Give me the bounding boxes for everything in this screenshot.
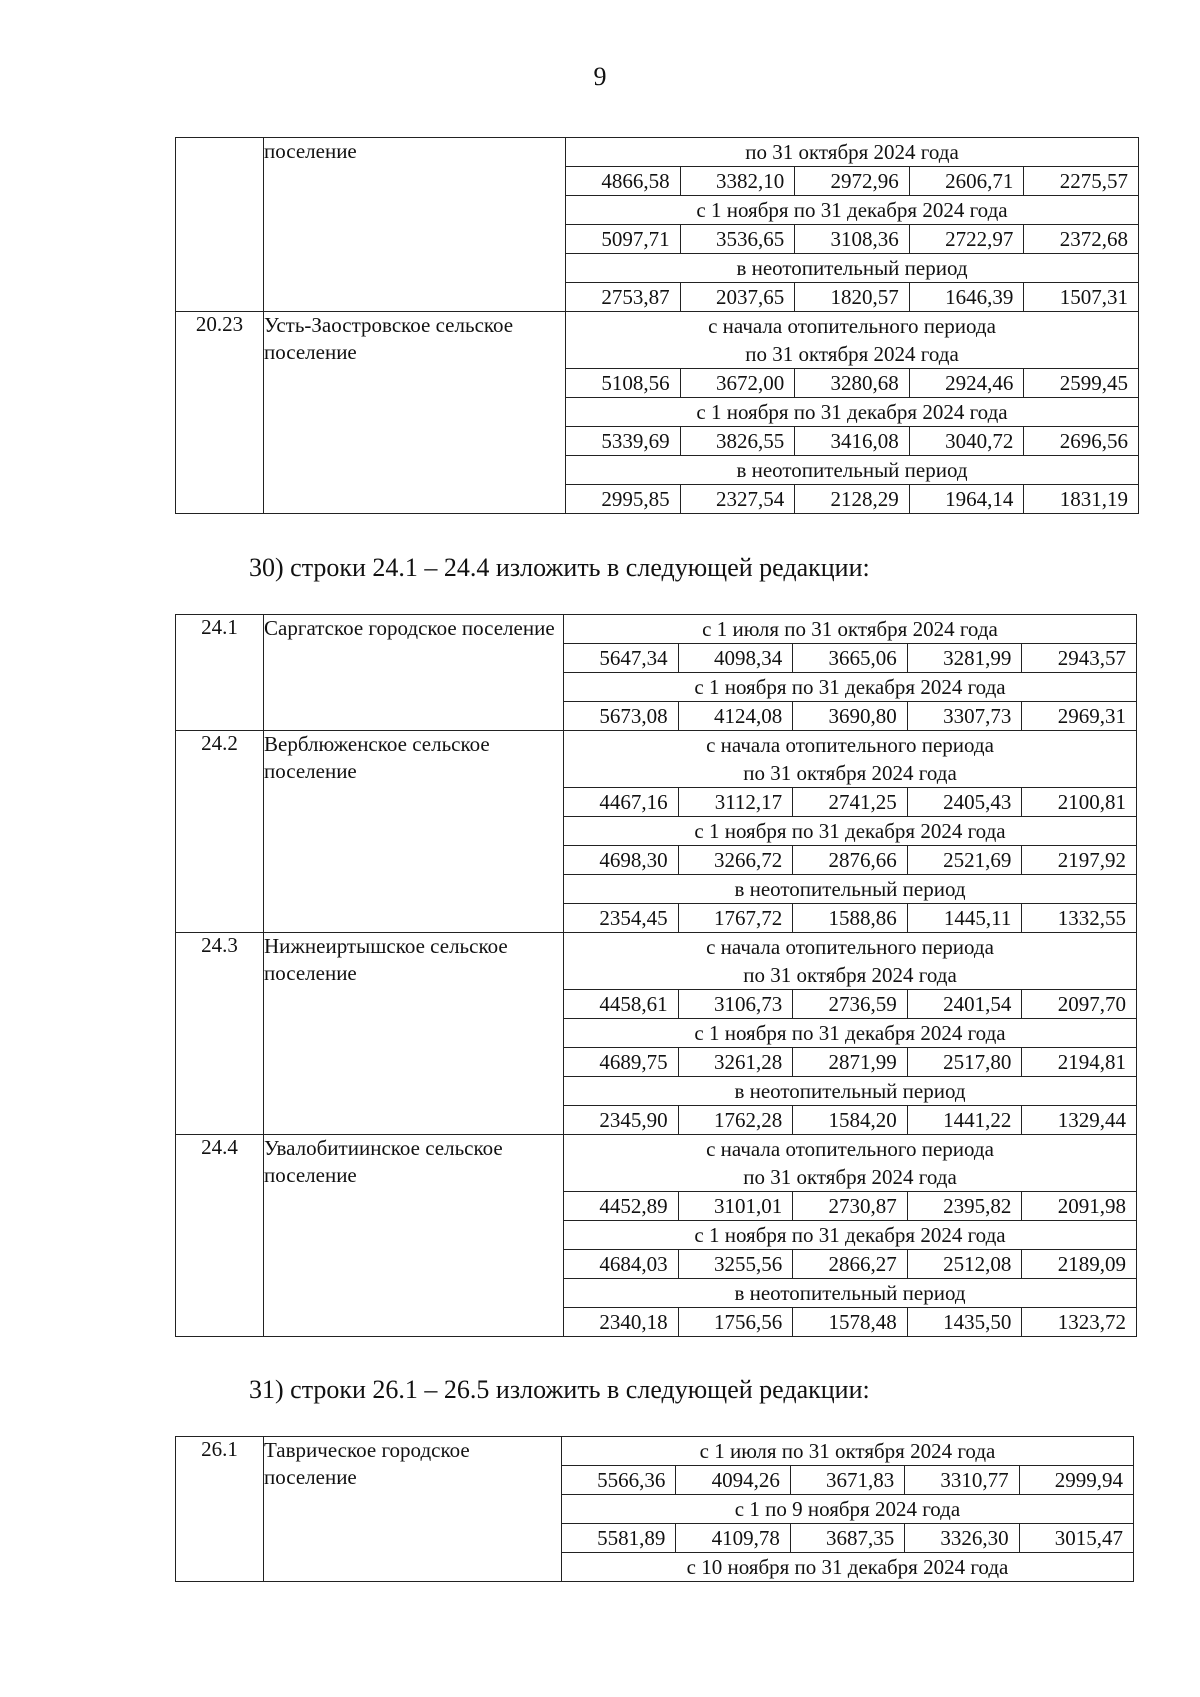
values-row [564,644,1136,673]
row-number: 26.1 [176,1437,264,1582]
period-label: с 1 ноября по 31 декабря 2024 года [564,1019,1136,1048]
value-cell: 5108,56 [566,369,681,397]
values-row [564,990,1136,1019]
settlement-name: Нижнеиртышское сельское поселение [264,933,564,1135]
value-cell: 5647,34 [564,644,679,672]
value-cell: 3108,36 [795,225,910,253]
values-row [564,1048,1136,1077]
value-cell: 3826,55 [681,427,796,455]
value-cell: 2753,87 [566,283,681,311]
period-label: с 1 июля по 31 октября 2024 года [564,615,1136,644]
value-cell: 1588,86 [793,904,908,932]
value-cell: 5339,69 [566,427,681,455]
rates-block [562,1437,1133,1581]
value-cell: 3536,65 [681,225,796,253]
value-cell: 1756,56 [679,1308,794,1336]
settlement-name: поселение [264,138,566,312]
value-cell: 2736,59 [793,990,908,1018]
period-label: с 1 ноября по 31 декабря 2024 года [566,196,1138,225]
row-number: 24.1 [176,615,264,731]
row-number: 24.2 [176,731,264,933]
rates-cell [566,312,1139,514]
tariff-table [175,614,1137,1337]
value-cell: 2097,70 [1057,992,1126,1016]
rates-cell [564,615,1137,731]
value-cell: 1329,44 [1057,1108,1126,1132]
rates-block [566,312,1138,513]
value-cell: 3671,83 [791,1466,905,1494]
rates-cell [562,1437,1134,1582]
value-cell: 2969,31 [1057,704,1126,728]
values-row [566,369,1138,398]
period-label: в неотопительный период [564,1279,1136,1308]
value-cell: 2606,71 [910,167,1025,195]
settlement-name: Саргатское городское поселение [264,615,564,731]
value-cell: 4094,26 [676,1466,790,1494]
period-label: в неотопительный период [566,254,1138,283]
value-cell: 2972,96 [795,167,910,195]
settlement-name: Увалобитиинское сельское поселение [264,1135,564,1337]
period-label: с 1 по 9 ноября 2024 года [562,1495,1133,1524]
value-cell: 2327,54 [681,485,796,513]
settlement-name: Усть-Заостровское сельское поселение [264,312,566,514]
rates-cell [564,933,1137,1135]
value-cell: 4467,16 [564,788,679,816]
period-label: с начала отопительного периода [706,935,994,959]
period-label: с 1 ноября по 31 декабря 2024 года [564,817,1136,846]
value-cell: 1323,72 [1057,1310,1126,1334]
period-label: с 1 ноября по 31 декабря 2024 года [566,398,1138,427]
settlement-name: Верблюженское сельское поселение [264,731,564,933]
value-cell: 2517,80 [908,1048,1023,1076]
value-cell: 1762,28 [679,1106,794,1134]
value-cell: 2194,81 [1057,1050,1126,1074]
value-cell: 2189,09 [1057,1252,1126,1276]
section-heading: 30) строки 24.1 – 24.4 изложить в следующей редакции: [249,553,870,582]
value-cell: 3382,10 [681,167,796,195]
period-label: по 31 октября 2024 года [564,961,1136,990]
value-cell: 3672,00 [681,369,796,397]
rates-cell [564,1135,1137,1337]
value-cell: 3255,56 [679,1250,794,1278]
value-cell: 2345,90 [564,1106,679,1134]
value-cell: 3690,80 [793,702,908,730]
values-row [566,485,1138,513]
value-cell: 3112,17 [679,788,794,816]
value-cell: 2924,46 [910,369,1025,397]
value-cell: 4866,58 [566,167,681,195]
value-cell: 2871,99 [793,1048,908,1076]
value-cell: 4698,30 [564,846,679,874]
value-cell: 1332,55 [1057,906,1126,930]
value-cell: 4452,89 [564,1192,679,1220]
table-row [176,1135,1137,1337]
section-heading: 31) строки 26.1 – 26.5 изложить в следующей редакции: [249,1375,870,1404]
value-cell: 2995,85 [566,485,681,513]
value-cell: 3261,28 [679,1048,794,1076]
table-row [176,731,1137,933]
value-cell: 2730,87 [793,1192,908,1220]
value-cell: 3307,73 [908,702,1023,730]
period-label: с начала отопительного периода [706,1137,994,1161]
period-label: по 31 октября 2024 года [564,759,1136,788]
settlement-name: Таврическое городское поселение [264,1437,562,1582]
value-cell: 3665,06 [793,644,908,672]
value-cell: 1964,14 [910,485,1025,513]
value-cell: 3687,35 [791,1524,905,1552]
values-row [566,283,1138,311]
value-cell: 3310,77 [905,1466,1019,1494]
values-row [566,225,1138,254]
row-number [176,138,264,312]
value-cell: 2091,98 [1057,1194,1126,1218]
value-cell: 4109,78 [676,1524,790,1552]
values-row [564,788,1136,817]
rates-block [564,615,1136,730]
value-cell: 4684,03 [564,1250,679,1278]
period-label: с 1 ноября по 31 декабря 2024 года [564,1221,1136,1250]
period-label: в неотопительный период [564,1077,1136,1106]
value-cell: 3416,08 [795,427,910,455]
value-cell: 2599,45 [1059,371,1128,395]
value-cell: 1767,72 [679,904,794,932]
rates-cell [564,731,1137,933]
table-row [176,138,1139,312]
period-label: с 10 ноября по 31 декабря 2024 года [686,1555,1009,1579]
values-row [566,167,1138,196]
period-label: по 31 октября 2024 года [564,1163,1136,1192]
rates-block [564,1135,1136,1336]
value-cell: 2128,29 [795,485,910,513]
tariff-table [175,137,1139,514]
rates-cell [566,138,1139,312]
value-cell: 2372,68 [1059,227,1128,251]
value-cell: 3015,47 [1054,1526,1124,1550]
value-cell: 3266,72 [679,846,794,874]
row-number: 20.23 [176,312,264,514]
value-cell: 2197,92 [1057,848,1126,872]
table-row [176,933,1137,1135]
value-cell: 2512,08 [908,1250,1023,1278]
row-number: 24.3 [176,933,264,1135]
value-cell: 2354,45 [564,904,679,932]
tariff-table [175,1436,1134,1582]
period-label: с 1 июля по 31 октября 2024 года [562,1437,1133,1466]
value-cell: 4124,08 [679,702,794,730]
page-number: 9 [593,62,607,91]
period-label: в неотопительный период [566,456,1138,485]
period-label: с начала отопительного периода [708,314,996,338]
value-cell: 2521,69 [908,846,1023,874]
table-row [176,615,1137,731]
value-cell: 5566,36 [562,1466,676,1494]
value-cell: 5097,71 [566,225,681,253]
value-cell: 1435,50 [908,1308,1023,1336]
value-cell: 4689,75 [564,1048,679,1076]
value-cell: 2722,97 [910,225,1025,253]
value-cell: 1831,19 [1059,487,1128,511]
value-cell: 3040,72 [910,427,1025,455]
period-label: по 31 октября 2024 года [566,138,1138,167]
values-row [566,427,1138,456]
values-row [564,1106,1136,1134]
values-row [564,904,1136,932]
table-row [176,312,1139,514]
value-cell: 2741,25 [793,788,908,816]
values-row [564,1250,1136,1279]
value-cell: 2866,27 [793,1250,908,1278]
values-row [564,846,1136,875]
value-cell: 2401,54 [908,990,1023,1018]
rates-block [564,933,1136,1134]
period-label: с начала отопительного периода [706,733,994,757]
value-cell: 2999,94 [1054,1468,1124,1492]
value-cell: 2100,81 [1057,790,1126,814]
value-cell: 5673,08 [564,702,679,730]
row-number: 24.4 [176,1135,264,1337]
value-cell: 4098,34 [679,644,794,672]
value-cell: 1578,48 [793,1308,908,1336]
value-cell: 3326,30 [905,1524,1019,1552]
value-cell: 2340,18 [564,1308,679,1336]
values-row [564,1308,1136,1336]
value-cell: 5581,89 [562,1524,676,1552]
rates-block [566,138,1138,311]
value-cell: 4458,61 [564,990,679,1018]
value-cell: 1646,39 [910,283,1025,311]
value-cell: 2395,82 [908,1192,1023,1220]
value-cell: 2275,57 [1059,169,1128,193]
value-cell: 2037,65 [681,283,796,311]
value-cell: 2876,66 [793,846,908,874]
values-row [562,1466,1133,1495]
values-row [562,1524,1133,1553]
table-row [176,1437,1134,1582]
period-label: по 31 октября 2024 года [566,340,1138,369]
value-cell: 1584,20 [793,1106,908,1134]
rates-block [564,731,1136,932]
value-cell: 3106,73 [679,990,794,1018]
value-cell: 2405,43 [908,788,1023,816]
value-cell: 1820,57 [795,283,910,311]
value-cell: 2943,57 [1057,646,1126,670]
values-row [564,1192,1136,1221]
value-cell: 3280,68 [795,369,910,397]
value-cell: 3281,99 [908,644,1023,672]
value-cell: 2696,56 [1059,429,1128,453]
value-cell: 1441,22 [908,1106,1023,1134]
period-label: с 1 ноября по 31 декабря 2024 года [564,673,1136,702]
period-label: в неотопительный период [564,875,1136,904]
value-cell: 1445,11 [908,904,1023,932]
value-cell: 1507,31 [1059,285,1128,309]
values-row [564,702,1136,730]
value-cell: 3101,01 [679,1192,794,1220]
